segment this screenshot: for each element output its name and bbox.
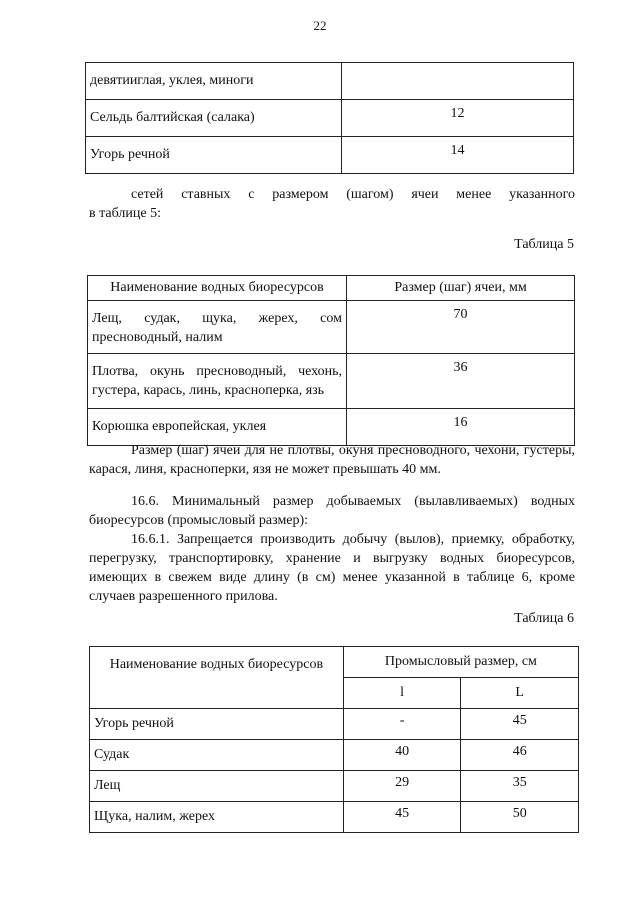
table-6 (89, 646, 579, 833)
table-4-continuation (85, 62, 574, 174)
paragraph-16-6 (89, 492, 575, 530)
table-cell-value: 16 (347, 409, 575, 446)
table-cell-name: Угорь речной (86, 137, 342, 174)
table-row (86, 137, 574, 174)
paragraph-line: сетей ставных с размером (шагом) ячеи менее указанного (131, 187, 575, 202)
table-cell-name: Щука, налим, жерех (90, 802, 344, 833)
table-subheader-cell: l (343, 678, 461, 709)
table-cell-name: Сельдь балтийская (салака) (86, 100, 342, 137)
table-cell-value: 45 (343, 802, 461, 833)
table-header-row (88, 276, 575, 301)
table-cell-value: 36 (347, 354, 575, 409)
table-cell-value: 46 (461, 740, 579, 771)
table-cell-name: Лещ (90, 771, 344, 802)
table-cell-name: Лещ, судак, щука, жерех, сом пресноводный, налим (88, 301, 347, 354)
page-number: 22 (313, 18, 327, 33)
table-cell-value: 35 (461, 771, 579, 802)
table-row (86, 100, 574, 137)
table-row (88, 409, 575, 446)
table-cell-value: 14 (342, 137, 574, 174)
table-cell-value: - (343, 709, 461, 740)
table-header-cell: Промысловый размер, см (343, 647, 578, 678)
table-cell-name: Судак (90, 740, 344, 771)
paragraph-nets (89, 185, 575, 223)
paragraph-text: 16.6.1. Запрещается производить добычу (вылов), приемку, обработку, перегрузку, транспортировку, хранение и выгрузку водных биоресурсов, имеющих в свежем виде длину (в см) менее указанной в таблице 6, кроме случаев разрешенного прилова. (89, 532, 575, 604)
table-cell-value: 12 (342, 100, 574, 137)
table-cell-name: Угорь речной (90, 709, 344, 740)
table-row (88, 354, 575, 409)
paragraph-text: 16.6. Минимальный размер добываемых (вылавливаемых) водных биоресурсов (промысловый размер): (89, 494, 575, 528)
table-cell-name: Плотва, окунь пресноводный, чехонь, густера, карась, линь, красноперка, язь (88, 354, 347, 409)
table-5 (87, 275, 575, 446)
table-row (90, 740, 579, 771)
table-6-label: Таблица 6 (514, 611, 574, 626)
paragraph-text: Размер (шаг) ячеи для не плотвы, окуня пресноводного, чехони, густеры, карася, линя, красноперки, язя не может превышать 40 мм. (89, 443, 575, 477)
table-header-cell: Наименование водных биоресурсов (90, 647, 344, 709)
table-cell-value (342, 63, 574, 100)
table-row (86, 63, 574, 100)
table-5-label: Таблица 5 (514, 237, 574, 252)
table-cell-name: Корюшка европейская, уклея (88, 409, 347, 446)
paragraph-mesh-limit (89, 441, 575, 479)
table-cell-name: девятииглая, уклея, миноги (86, 63, 342, 100)
table-cell-value: 29 (343, 771, 461, 802)
table-row (90, 771, 579, 802)
table-row (90, 709, 579, 740)
table-cell-value: 70 (347, 301, 575, 354)
table-subheader-cell: L (461, 678, 579, 709)
table-cell-value: 50 (461, 802, 579, 833)
paragraph-line: в таблице 5: (89, 206, 161, 221)
paragraph-16-6-1 (89, 530, 575, 606)
table-header-cell: Размер (шаг) ячеи, мм (347, 276, 575, 301)
table-row (90, 802, 579, 833)
table-cell-value: 45 (461, 709, 579, 740)
table-cell-value: 40 (343, 740, 461, 771)
table-header-cell: Наименование водных биоресурсов (88, 276, 347, 301)
table-row (88, 301, 575, 354)
table-header-row (90, 647, 579, 678)
